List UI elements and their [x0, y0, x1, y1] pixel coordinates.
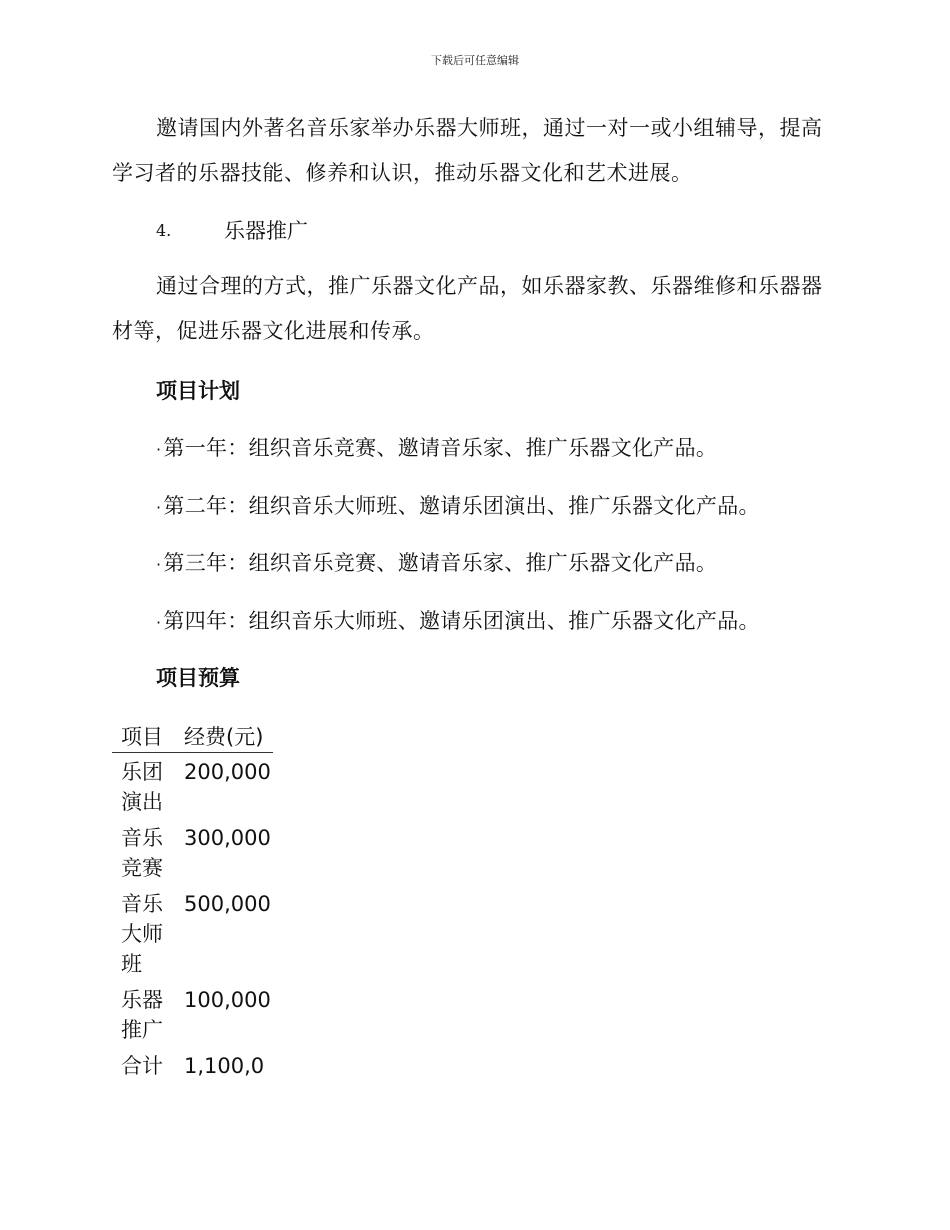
list-item — [156, 491, 760, 549]
subsection-number: 4. — [156, 221, 172, 240]
cost-value: 100,000 — [184, 988, 271, 1012]
list-item-text: 第一年：组织音乐竞赛、邀请音乐家、推广乐器文化产品。 — [163, 436, 718, 460]
project-budget-heading: 项目预算 — [156, 666, 240, 690]
table-cell-cost — [175, 819, 273, 885]
list-item — [156, 548, 760, 606]
table-row — [112, 753, 273, 820]
subsection-heading — [156, 214, 308, 248]
table-cell-item: 音乐大师班 — [121, 892, 163, 976]
list-item — [156, 606, 760, 664]
column-header-item: 项目 — [112, 722, 175, 753]
page-header: 下载后可任意编辑 — [431, 54, 519, 67]
bullet: · — [156, 612, 162, 632]
list-item-text: 第二年：组织音乐大师班、邀请乐团演出、推广乐器文化产品。 — [163, 493, 760, 518]
table-row — [112, 819, 273, 885]
bullet: · — [156, 555, 162, 574]
list-item — [156, 433, 760, 491]
paragraph-promotion: 通过合理的方式，推广乐器文化产品，如乐器家教、乐器维修和乐器器材等，促进乐器文化进展和传承。 — [112, 274, 823, 343]
cost-value: 1,100,0 — [184, 1054, 265, 1078]
project-plan-list — [156, 433, 760, 663]
paragraph-masterclass: 邀请国内外著名音乐家举办乐器大师班，通过一对一或小组辅导，提高学习者的乐器技能、修养和认识，推动乐器文化和艺术进展。 — [112, 116, 823, 185]
table-header-row — [112, 722, 273, 753]
table-cell-item: 合计 — [121, 1054, 163, 1078]
table-row — [112, 885, 273, 981]
list-item-text: 第四年：组织音乐大师班、邀请乐团演出、推广乐器文化产品。 — [163, 608, 760, 633]
table-cell-cost — [175, 1047, 273, 1083]
table-cell-cost — [175, 753, 273, 820]
bullet: · — [156, 497, 162, 517]
table-cell-item: 乐器推广 — [121, 988, 163, 1042]
table-cell-item: 音乐竞赛 — [121, 826, 163, 880]
list-item-text: 第三年：组织音乐竞赛、邀请音乐家、推广乐器文化产品。 — [163, 551, 718, 575]
table-row — [112, 981, 273, 1047]
budget-table — [112, 722, 273, 1083]
project-plan-heading: 项目计划 — [156, 379, 240, 403]
table-row — [112, 1047, 273, 1083]
table-cell-item: 乐团演出 — [121, 760, 163, 814]
subsection-title: 乐器推广 — [224, 219, 308, 243]
cost-value: 300,000 — [184, 826, 271, 850]
cost-value: 200,000 — [184, 760, 271, 784]
table-cell-cost — [175, 981, 273, 1047]
column-header-cost: 经费(元) — [175, 722, 273, 753]
bullet: · — [156, 440, 162, 459]
cost-value: 500,000 — [184, 892, 271, 916]
table-cell-cost — [175, 885, 273, 981]
